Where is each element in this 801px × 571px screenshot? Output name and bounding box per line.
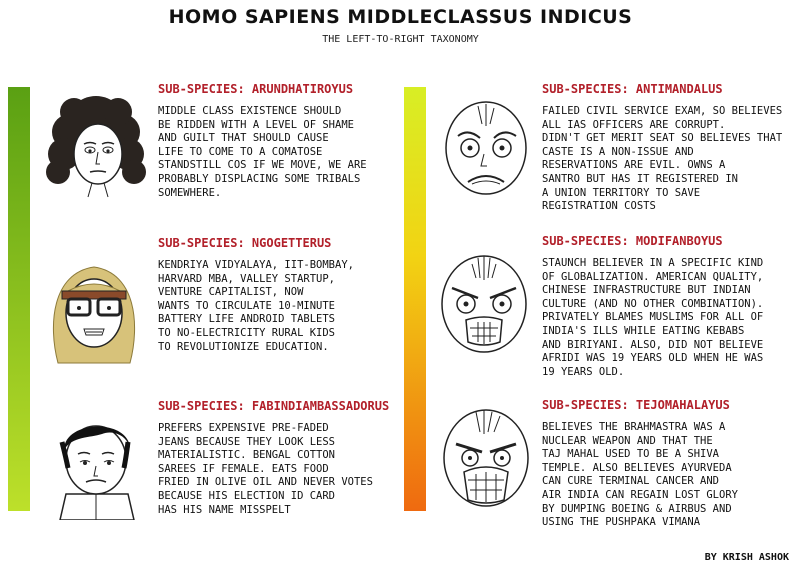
entry-heading: SUB-SPECIES: MODIFANBOYUS xyxy=(542,234,723,248)
entry-description: STAUNCH BELIEVER IN A SPECIFIC KIND OF GLOBALIZATION. AMERICAN QUALITY, CHINESE INFRASTRUCTURE BUT INDIAN CULTURE (AND NO OTHER COMBINATION). PRIVATELY BLAMES MUSLIMS FOR ALL OF INDIA'S ILLS WHILE EATING KEBABS AND BIRIYANI. ALSO, DID NOT BELIEVE AFRIDI WAS 19 YEARS OLD WHEN HE WAS 19 YEARS OLD. xyxy=(542,257,764,378)
entry-arundhatiroyus xyxy=(158,82,367,200)
author-credit: BY KRISH ASHOK xyxy=(704,552,789,563)
entry-description: BELIEVES THE BRAHMASTRA WAS A NUCLEAR WEAPON AND THAT THE TAJ MAHAL USED TO BE A SHIVA TEMPLE. ALSO BELIEVES AYURVEDA CAN CURE TERMINAL CANCER AND AIR INDIA CAN REGAIN LOST GLORY BY DUMPING BOEING & AIRBUS AND USING THE PUSHPAKA VIMANA xyxy=(542,421,738,529)
entry-fabindiambassadorus xyxy=(158,399,389,517)
entry-heading: SUB-SPECIES: FABINDIAMBASSADORUS xyxy=(158,399,390,413)
entry-heading: SUB-SPECIES: ANTIMANDALUS xyxy=(542,82,723,96)
glasses-blonde-face-icon xyxy=(38,255,150,365)
entry-ngogetterus xyxy=(158,236,354,354)
entry-description: FAILED CIVIL SERVICE EXAM, SO BELIEVES ALL IAS OFFICERS ARE CORRUPT. DIDN'T GET MERIT SEAT SO BELIEVES THAT CASTE IS A NON-ISSUE AND RESERVATIONS ARE EVIL. OWNS A SANTRO BUT HAS IT REGISTERED IN A UNION TERRITORY TO SAVE REGISTRATION COSTS xyxy=(542,105,783,213)
entry-description: PREFERS EXPENSIVE PRE-FADED JEANS BECAUSE THEY LOOK LESS MATERIALISTIC. BENGAL COTTON SAREES IF FEMALE. EATS FOOD FRIED IN OLIVE OIL AND NEVER VOTES BECAUSE HIS ELECTION ID CARD HAS HIS NAME MISSPELT xyxy=(158,422,373,516)
entry-heading: SUB-SPECIES: TEJOMAHALAYUS xyxy=(542,398,730,412)
curly-haired-woman-face-icon xyxy=(44,92,148,200)
entry-tejomahalayus xyxy=(542,398,738,530)
page-subtitle: THE LEFT-TO-RIGHT TAXONOMY xyxy=(322,34,479,45)
frowning-face-icon xyxy=(438,96,532,198)
rage-face-icon xyxy=(438,404,534,510)
entry-heading: SUB-SPECIES: ARUNDHATIROYUS xyxy=(158,82,354,96)
entry-description: MIDDLE CLASS EXISTENCE SHOULD BE RIDDEN WITH A LEVEL OF SHAME AND GUILT THAT SHOULD CAUSE LIFE TO COME TO A COMATOSE STANDSTILL COS IF WE MOVE, WE ARE PROBABLY DISPLACING SOME TRIBALS SOMEWHERE. xyxy=(158,105,367,199)
entry-antimandalus xyxy=(542,82,782,214)
kurta-man-face-icon xyxy=(42,412,152,520)
entry-description: KENDRIYA VIDYALAYA, IIT-BOMBAY, HARVARD MBA, VALLEY STARTUP, VENTURE CAPITALIST, NOW WANTS TO CIRCULATE 10-MINUTE BATTERY LIFE ANDROID TABLETS TO NO-ELECTRICITY RURAL KIDS TO REVOLUTIONIZE EDUCATION. xyxy=(158,259,354,353)
page-title: HOMO SAPIENS MIDDLECLASSUS INDICUS xyxy=(168,6,633,28)
left-gradient-bar xyxy=(8,87,30,511)
entry-heading: SUB-SPECIES: NGOGETTERUS xyxy=(158,236,332,250)
right-gradient-bar xyxy=(404,87,426,511)
angry-face-icon xyxy=(436,250,532,356)
entry-modifanboyus xyxy=(542,234,763,379)
